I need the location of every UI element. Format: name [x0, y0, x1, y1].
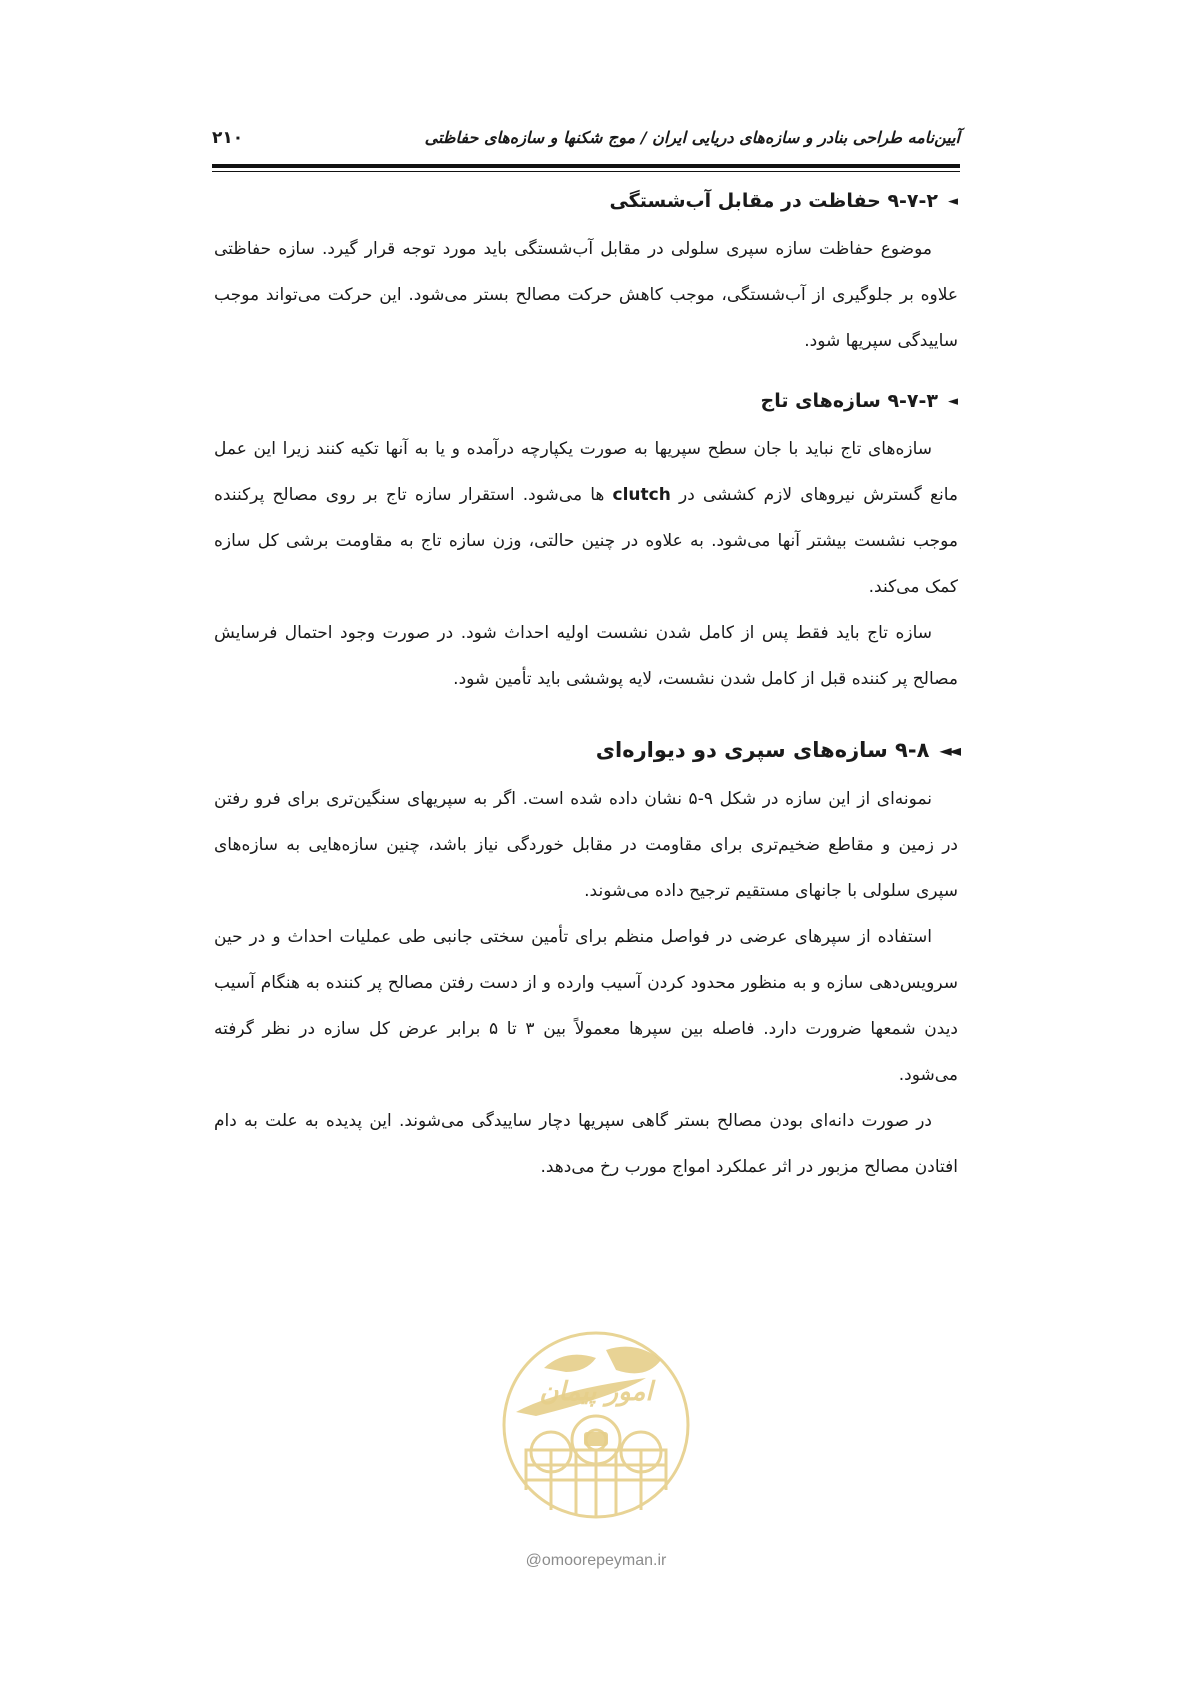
paragraph: نمونه‌ای از این سازه در شکل ۹-۵ نشان داده شده است. اگر به سپریهای سنگین‌تری برای فرو رفتن در زمین و مقاطع ضخیم‌تری برای مقاومت در مقابل خوردگی نیاز باشد، چنین سازه‌هایی به سازه‌های سپری سلولی با جانهای مستقیم ترجیح داده می‌شوند. [214, 789, 958, 901]
paragraph: موضوع حفاظت سازه سپری سلولی در مقابل آب‌شستگی باید مورد توجه قرار گیرد. سازه حفاظتی علاوه بر جلوگیری از آب‌شستگی، موجب کاهش حرکت مصالح بستر می‌شود. این حرکت می‌تواند موجب ساییدگی سپریها شود. [214, 239, 958, 351]
heading-text: ۹-۸ سازه‌های سپری دو دیواره‌ای [595, 738, 930, 762]
heading-text: ۹-۷-۲ حفاظت در مقابل آب‌شستگی [609, 190, 938, 212]
header-rule-thin [212, 171, 960, 172]
heading-marker-icon: ◄ [948, 393, 958, 409]
section-heading-cap-structures [214, 390, 958, 412]
watermark-logo-icon [496, 1320, 696, 1550]
paragraph: سازه تاج باید فقط پس از کامل شدن نشست اولیه احداث شود. در صورت وجود احتمال فرسایش مصالح پر کننده قبل از کامل شدن نشست، لایه پوششی باید تأمین شود. [214, 623, 958, 689]
at-sign-icon: @ [525, 1552, 542, 1569]
page-body [214, 190, 958, 1190]
header-rule-thick [212, 164, 960, 168]
paragraph [214, 426, 958, 610]
page-header [212, 128, 960, 162]
heading-text: ۹-۷-۳ سازه‌های تاج [760, 390, 938, 412]
watermark-url: @omoorepeyman.ir [525, 1552, 667, 1569]
section-heading-double-wall [214, 738, 958, 762]
paragraph: استفاده از سپرهای عرضی در فواصل منظم برای تأمین سختی جانبی طی عملیات احداث و در حین سرویس‌دهی سازه و به منظور محدود کردن آسیب وارده و از دست رفتن مصالح پر کننده به هنگام آسیب دیدن شمعها ضرورت دارد. فاصله بین سپرها معمولاً بین ۳ تا ۵ برابر عرض کل سازه در نظر گرفته می‌شود. [214, 927, 958, 1085]
section-heading-scour-protection [214, 190, 958, 212]
watermark-logo-text: امور پیمان [539, 1377, 653, 1407]
paragraph: در صورت دانه‌ای بودن مصالح بستر گاهی سپریها دچار ساییدگی می‌شوند. این پدیده به علت به دام افتادن مصالح مزبور در اثر عملکرد امواج مورب رخ می‌دهد. [214, 1111, 958, 1177]
paragraph-text: ها می‌شود. استقرار سازه تاج بر روی مصالح پرکننده موجب نشست بیشتر آنها می‌شود. به علاوه در چنین حالتی، وزن سازه تاج به مقاومت برشی کل سازه کمک می‌کند. [214, 485, 958, 597]
clutch-term: clutch [612, 485, 671, 505]
paragraph-text: سازه‌های تاج نباید با جان سطح سپریها به صورت یکپارچه درآمده و یا به آنها تکیه کنند زیرا این عمل مانع گسترش نیروهای لازم کششی در [214, 439, 959, 505]
running-title: آیین‌نامه طراحی بنادر و سازه‌های دریایی ایران / موج شکنها و سازه‌های حفاظتی [424, 128, 960, 147]
watermark-logo [496, 1320, 696, 1569]
heading-double-marker-icon: ◄◄ [939, 740, 958, 760]
page-number: ۲۱۰ [212, 128, 244, 148]
heading-marker-icon: ◄ [948, 193, 958, 209]
